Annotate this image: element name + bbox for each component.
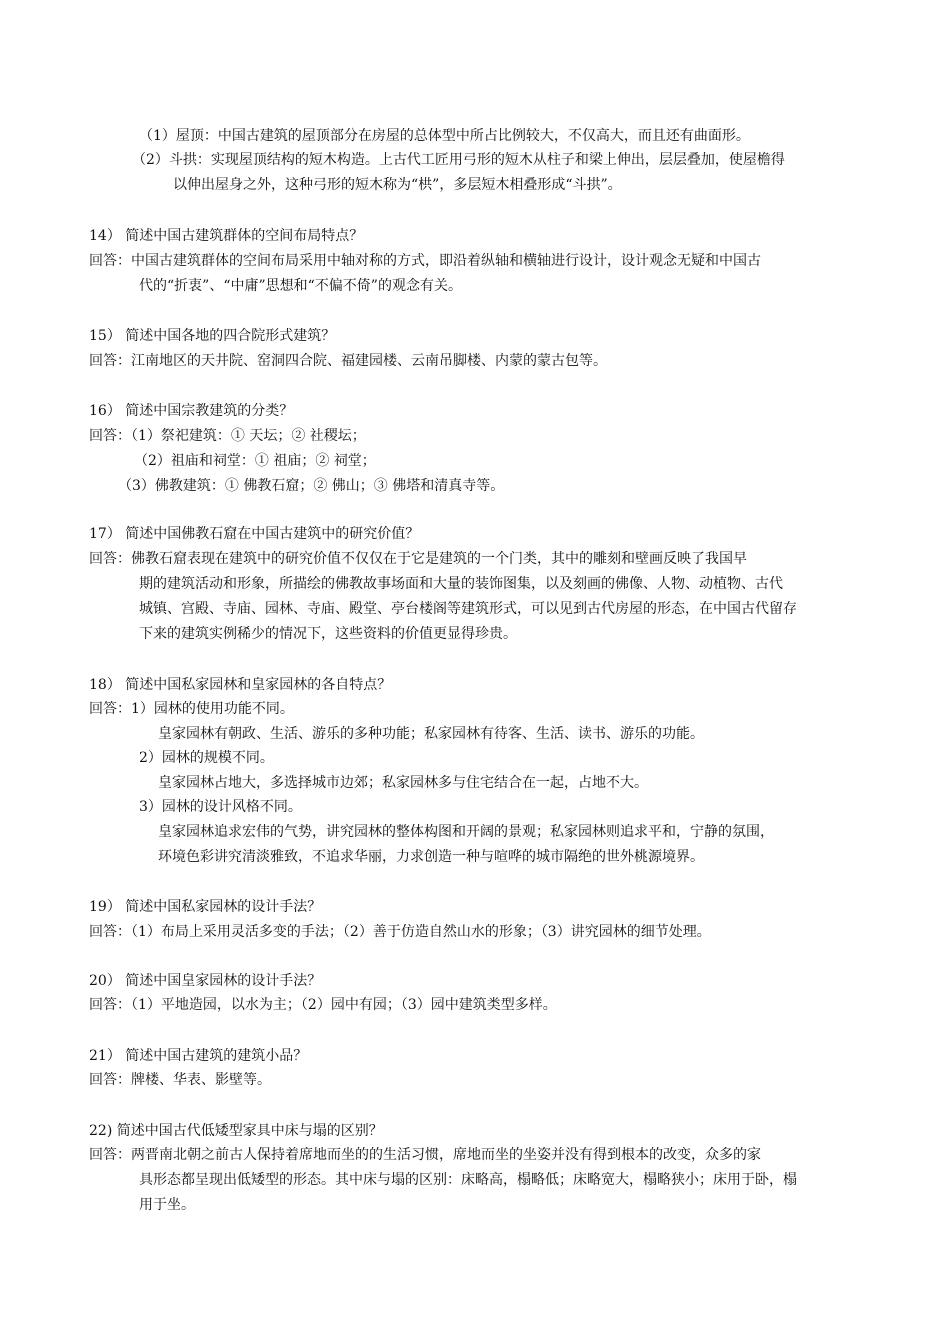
question-22: 22) 简述中国古代低矮型家具中床与塌的区别？ <box>89 1123 383 1139</box>
question-21: 21） 简述中国古建筑的建筑小品？ <box>89 1048 308 1064</box>
question-16: 16） 简述中国宗教建筑的分类？ <box>89 403 294 419</box>
answer-16-line-2: （2）祖庙和祠堂：① 祖庙；② 祠堂； <box>134 453 376 469</box>
answer-18-line-6: 皇家园林追求宏伟的气势，讲究园林的整体构图和开阔的景观；私家园林则追求平和，宁静的氛围， <box>158 824 774 840</box>
answer-15-line-1: 回答：江南地区的天井院、窑洞四合院、福建园楼、云南吊脚楼、内蒙的蒙古包等。 <box>89 353 607 369</box>
question-19: 19） 简述中国私家园林的设计手法？ <box>89 899 322 915</box>
answer-16-line-1: 回答：（1）祭祀建筑：① 天坛；② 社稷坛； <box>89 428 366 444</box>
question-17: 17） 简述中国佛教石窟在中国古建筑中的研究价值？ <box>89 526 420 542</box>
answer-18-line-4: 皇家园林占地大，多选择城市边郊；私家园林多与住宅结合在一起，占地不大。 <box>158 775 648 791</box>
answer-14-line-2: 代的“折衷”、“中庸”思想和“不偏不倚”的观念有关。 <box>139 278 462 294</box>
question-15: 15） 简述中国各地的四合院形式建筑？ <box>89 328 336 344</box>
answer-18-line-3: 2）园林的规模不同。 <box>139 750 274 766</box>
question-14: 14） 简述中国古建筑群体的空间布局特点？ <box>89 228 364 244</box>
roof-item: （1）屋顶：中国古建筑的屋顶部分在房屋的总体型中所占比例较大，不仅高大，而且还有曲面形。 <box>139 128 750 144</box>
answer-18-line-2: 皇家园林有朝政、生活、游乐的多种功能；私家园林有待客、生活、读书、游乐的功能。 <box>158 726 704 742</box>
answer-17-line-3: 城镇、宫殿、寺庙、园林、寺庙、殿堂、亭台楼阁等建筑形式，可以见到古代房屋的形态，在中国古代留存 <box>139 601 797 617</box>
answer-18-line-1: 回答：1）园林的使用功能不同。 <box>89 701 294 717</box>
answer-16-line-3: （3）佛教建筑：① 佛教石窟；② 佛山；③ 佛塔和清真寺等。 <box>118 478 505 494</box>
answer-17-line-1: 回答：佛教石窟表现在建筑中的研究价值不仅仅在于它是建筑的一个门类，其中的雕刻和壁画反映了我国早 <box>89 551 747 567</box>
bracket-item: （2）斗拱：实现屋顶结构的短木构造。上古代工匠用弓形的短木从柱子和梁上伸出，层层叠加，使屋檐得 <box>132 152 785 168</box>
answer-19-line-1: 回答：（1）布局上采用灵活多变的手法；（2）善于仿造自然山水的形象；（3）讲究园林的细节处理。 <box>89 924 711 940</box>
bracket-item-cont: 以伸出屋身之外，这种弓形的短木称为“栱”，多层短木相叠形成“斗拱”。 <box>173 177 622 193</box>
answer-22-line-1: 回答：两晋南北朝之前古人保持着席地而坐的的生活习惯，席地而坐的坐姿并没有得到根本的改变，众多的家 <box>89 1147 761 1163</box>
answer-20-line-1: 回答：（1）平地造园，以水为主；（2）园中有园；（3）园中建筑类型多样。 <box>89 997 557 1013</box>
question-20: 20） 简述中国皇家园林的设计手法？ <box>89 973 322 989</box>
answer-17-line-4: 下来的建筑实例稀少的情况下，这些资料的价值更显得珍贵。 <box>139 626 517 642</box>
answer-14-line-1: 回答：中国古建筑群体的空间布局采用中轴对称的方式，即沿着纵轴和横轴进行设计，设计观念无疑和中国古 <box>89 253 761 269</box>
answer-22-line-3: 用于坐。 <box>139 1197 195 1213</box>
answer-17-line-2: 期的建筑活动和形象，所描绘的佛教故事场面和大量的装饰图集，以及刻画的佛像、人物、动植物、古代 <box>139 576 783 592</box>
question-18: 18） 简述中国私家园林和皇家园林的各自特点？ <box>89 677 392 693</box>
answer-18-line-7: 环境色彩讲究清淡雅致，不追求华丽，力求创造一种与喧哗的城市隔绝的世外桃源境界。 <box>158 849 704 865</box>
answer-18-line-5: 3）园林的设计风格不同。 <box>139 799 302 815</box>
answer-22-line-2: 具形态都呈现出低矮型的形态。其中床与塌的区别：床略高，榻略低；床略宽大，榻略狭小；床用于卧，榻 <box>139 1172 797 1188</box>
answer-21-line-1: 回答：牌楼、华表、影壁等。 <box>89 1072 271 1088</box>
